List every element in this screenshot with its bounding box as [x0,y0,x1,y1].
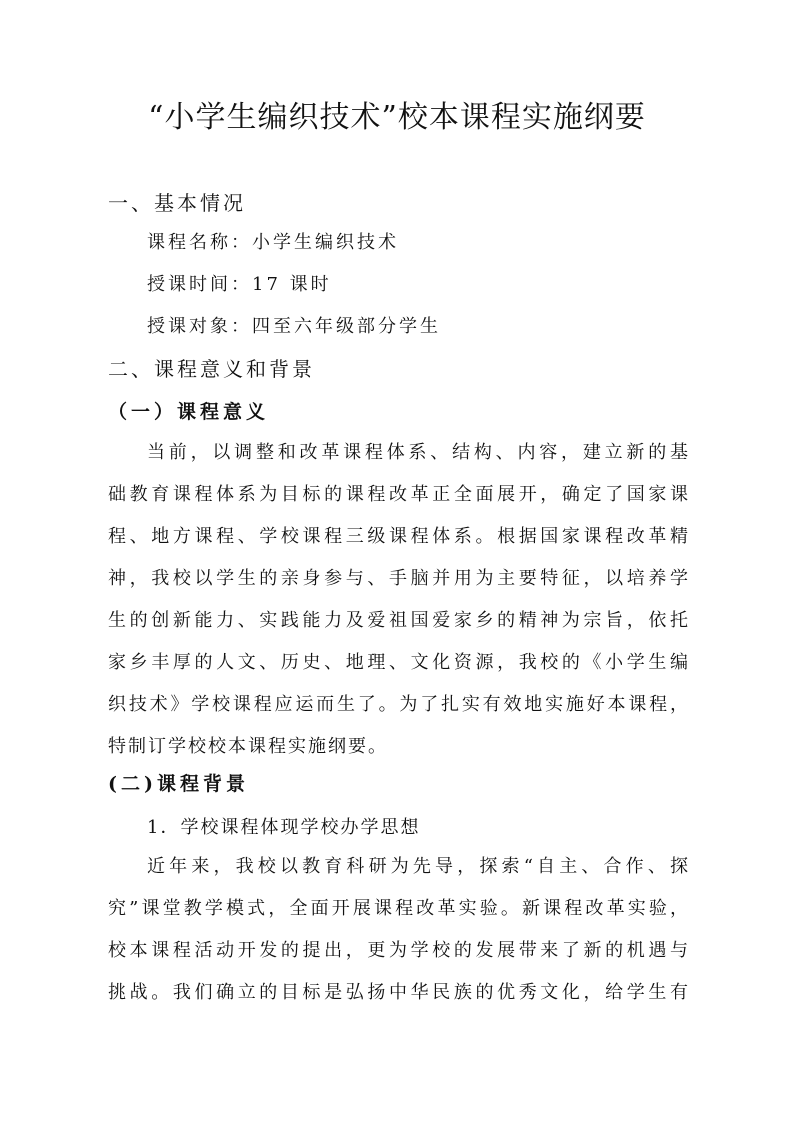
paragraph-line: 特制订学校校本课程实施纲要。 [108,736,388,757]
section-heading-significance-background: 二、课程意义和背景 [108,357,315,381]
paragraph-line: 神，我校以学生的亲身参与、手脑并用为主要特征，以培养学 [108,568,688,589]
subsection-heading-significance: （一）课程意义 [108,401,270,423]
course-name-line: 课程名称：小学生编织技术 [147,232,399,253]
paragraph-line: 近年来，我校以教育科研为先导，探索“自主、合作、探 [147,856,688,877]
paragraph-line: 挑战。我们确立的目标是弘扬中华民族的优秀文化，给学生有 [108,982,688,1003]
paragraph-line: 当前，以调整和改革课程体系、结构、内容，建立新的基 [147,442,688,463]
document-title: “小学生编织技术”校本课程实施纲要 [148,100,646,135]
paragraph-line: 生的创新能力、实践能力及爱祖国爱家乡的精神为宗旨，依托 [108,610,688,631]
paragraph-line: 究”课堂教学模式，全面开展课程改革实验。新课程改革实验， [108,898,688,919]
section-heading-basic-info: 一、基本情况 [108,191,246,215]
paragraph-line: 家乡丰厚的人文、历史、地理、文化资源，我校的《小学生编 [108,652,688,673]
paragraph-line: 程、地方课程、学校课程三级课程体系。根据国家课程改革精 [108,526,688,547]
course-audience-line: 授课对象：四至六年级部分学生 [147,316,441,337]
paragraph-line: 织技术》学校课程应运而生了。为了扎实有效地实施好本课程， [108,694,688,715]
point-heading: 1．学校课程体现学校办学思想 [147,817,421,838]
paragraph-line: 础教育课程体系为目标的课程改革正全面展开，确定了国家课 [108,484,688,505]
subsection-heading-background: (二)课程背景 [108,773,249,795]
course-hours-line: 授课时间：17 课时 [147,274,332,295]
paragraph-line: 校本课程活动开发的提出，更为学校的发展带来了新的机遇与 [108,940,688,961]
